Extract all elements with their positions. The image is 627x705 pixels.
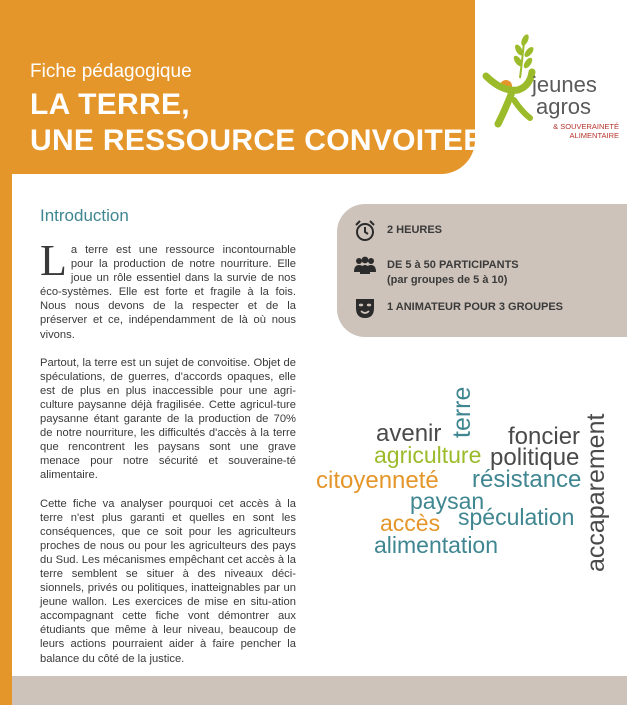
mask-icon: [353, 296, 377, 320]
document-subtitle: Fiche pédagogique: [30, 61, 192, 82]
intro-paragraph-3: Cette fiche va analyser pourquoi cet accès à la terre n'est plus garanti et quelles en sont les conséquences, que ce soit pour les agriculteurs proches de nous ou pour les agriculteurs des pays du Sud. Les mécanismes empêchant cet accès à la terre semblent se situer à des niveaux déci-sionnels, privés ou politiques, inatteignables par un jeune wallon. Les exercices de mise en situ-ation accompagnant cette fiche vont démontrer aux étudiants que même à leur niveau, beaucoup de leurs actions pourraient aider à faire pencher la balance du côté de la justice.: [40, 497, 296, 665]
word-terre: terre: [448, 386, 476, 438]
logo-tagline-line-2: ALIMENTAIRE: [569, 131, 619, 140]
logo-word-agros: agros: [536, 94, 592, 119]
word-accaparement: accaparement: [582, 413, 610, 572]
participants-text: [387, 254, 519, 288]
word-speculation: spéculation: [458, 504, 575, 530]
word-resistance: résistance: [472, 466, 582, 493]
logo-tagline-line-1: & SOUVERAINETÉ: [553, 122, 619, 131]
intro-paragraph-2: Partout, la terre est un sujet de convoitise. Objet de spéculations, de guerres, d'accords opaques, elle est de plus en plus inaccessible pour une agri-culture paysanne déjà fragilisée. Cette agricul-ture paysanne étant garante de la production de 70% de notre nourriture, les difficultés d'accès à la terre que rencontrent les paysans sont une grave menace pour notre sécurité et souveraine-té alimentaire.: [40, 356, 296, 482]
left-accent-strip: [0, 0, 12, 705]
participants-row: [353, 254, 519, 288]
intro-paragraph-1-text: a terre est une ressource incontournable pour la production de notre nourriture. Elle joue un rôle essentiel dans la survie de nos éco-systèmes. Elle est forte et fragile à la fois. Nous nous devons de la respecter et de la préserver et ce, indépendamment de là où nous vivons.: [40, 244, 296, 341]
word-agriculture: agriculture: [374, 442, 482, 468]
group-icon: [353, 254, 377, 278]
title-line-1: LA TERRE,: [30, 88, 190, 121]
facilitator-text: 1 ANIMATEUR POUR 3 GROUPES: [387, 301, 564, 313]
intro-paragraph-1: [40, 236, 296, 342]
intro-body: [40, 236, 296, 680]
word-cloud: [308, 380, 627, 580]
drop-cap: L: [40, 236, 67, 285]
duration-text: 2 HEURES: [387, 224, 443, 236]
dancing-figure-icon: [486, 72, 532, 124]
word-avenir: avenir: [376, 420, 442, 447]
word-alimentation: alimentation: [374, 532, 499, 558]
duration-row: [353, 219, 442, 243]
logo-word-jeunes: jeunes: [532, 72, 597, 97]
word-acces: accès: [380, 510, 441, 536]
title-line-2: UNE RESSOURCE CONVOITEE: [30, 124, 484, 157]
facilitator-row: [353, 296, 563, 320]
logo-tagline: [527, 122, 619, 140]
intro-heading: Introduction: [40, 206, 129, 225]
word-citoyennete: citoyenneté: [316, 467, 439, 494]
activity-info-box: [337, 204, 627, 337]
word-paysan: paysan: [410, 488, 485, 514]
document-title: [30, 87, 484, 159]
alarm-clock-icon: [353, 219, 377, 243]
bottom-band: [12, 676, 627, 705]
participants-line-2: (par groupes de 5 à 10): [387, 274, 508, 286]
word-politique: politique: [490, 444, 580, 471]
word-foncier: foncier: [508, 423, 581, 450]
participants-line-1: DE 5 à 50 PARTICIPANTS: [387, 259, 519, 271]
